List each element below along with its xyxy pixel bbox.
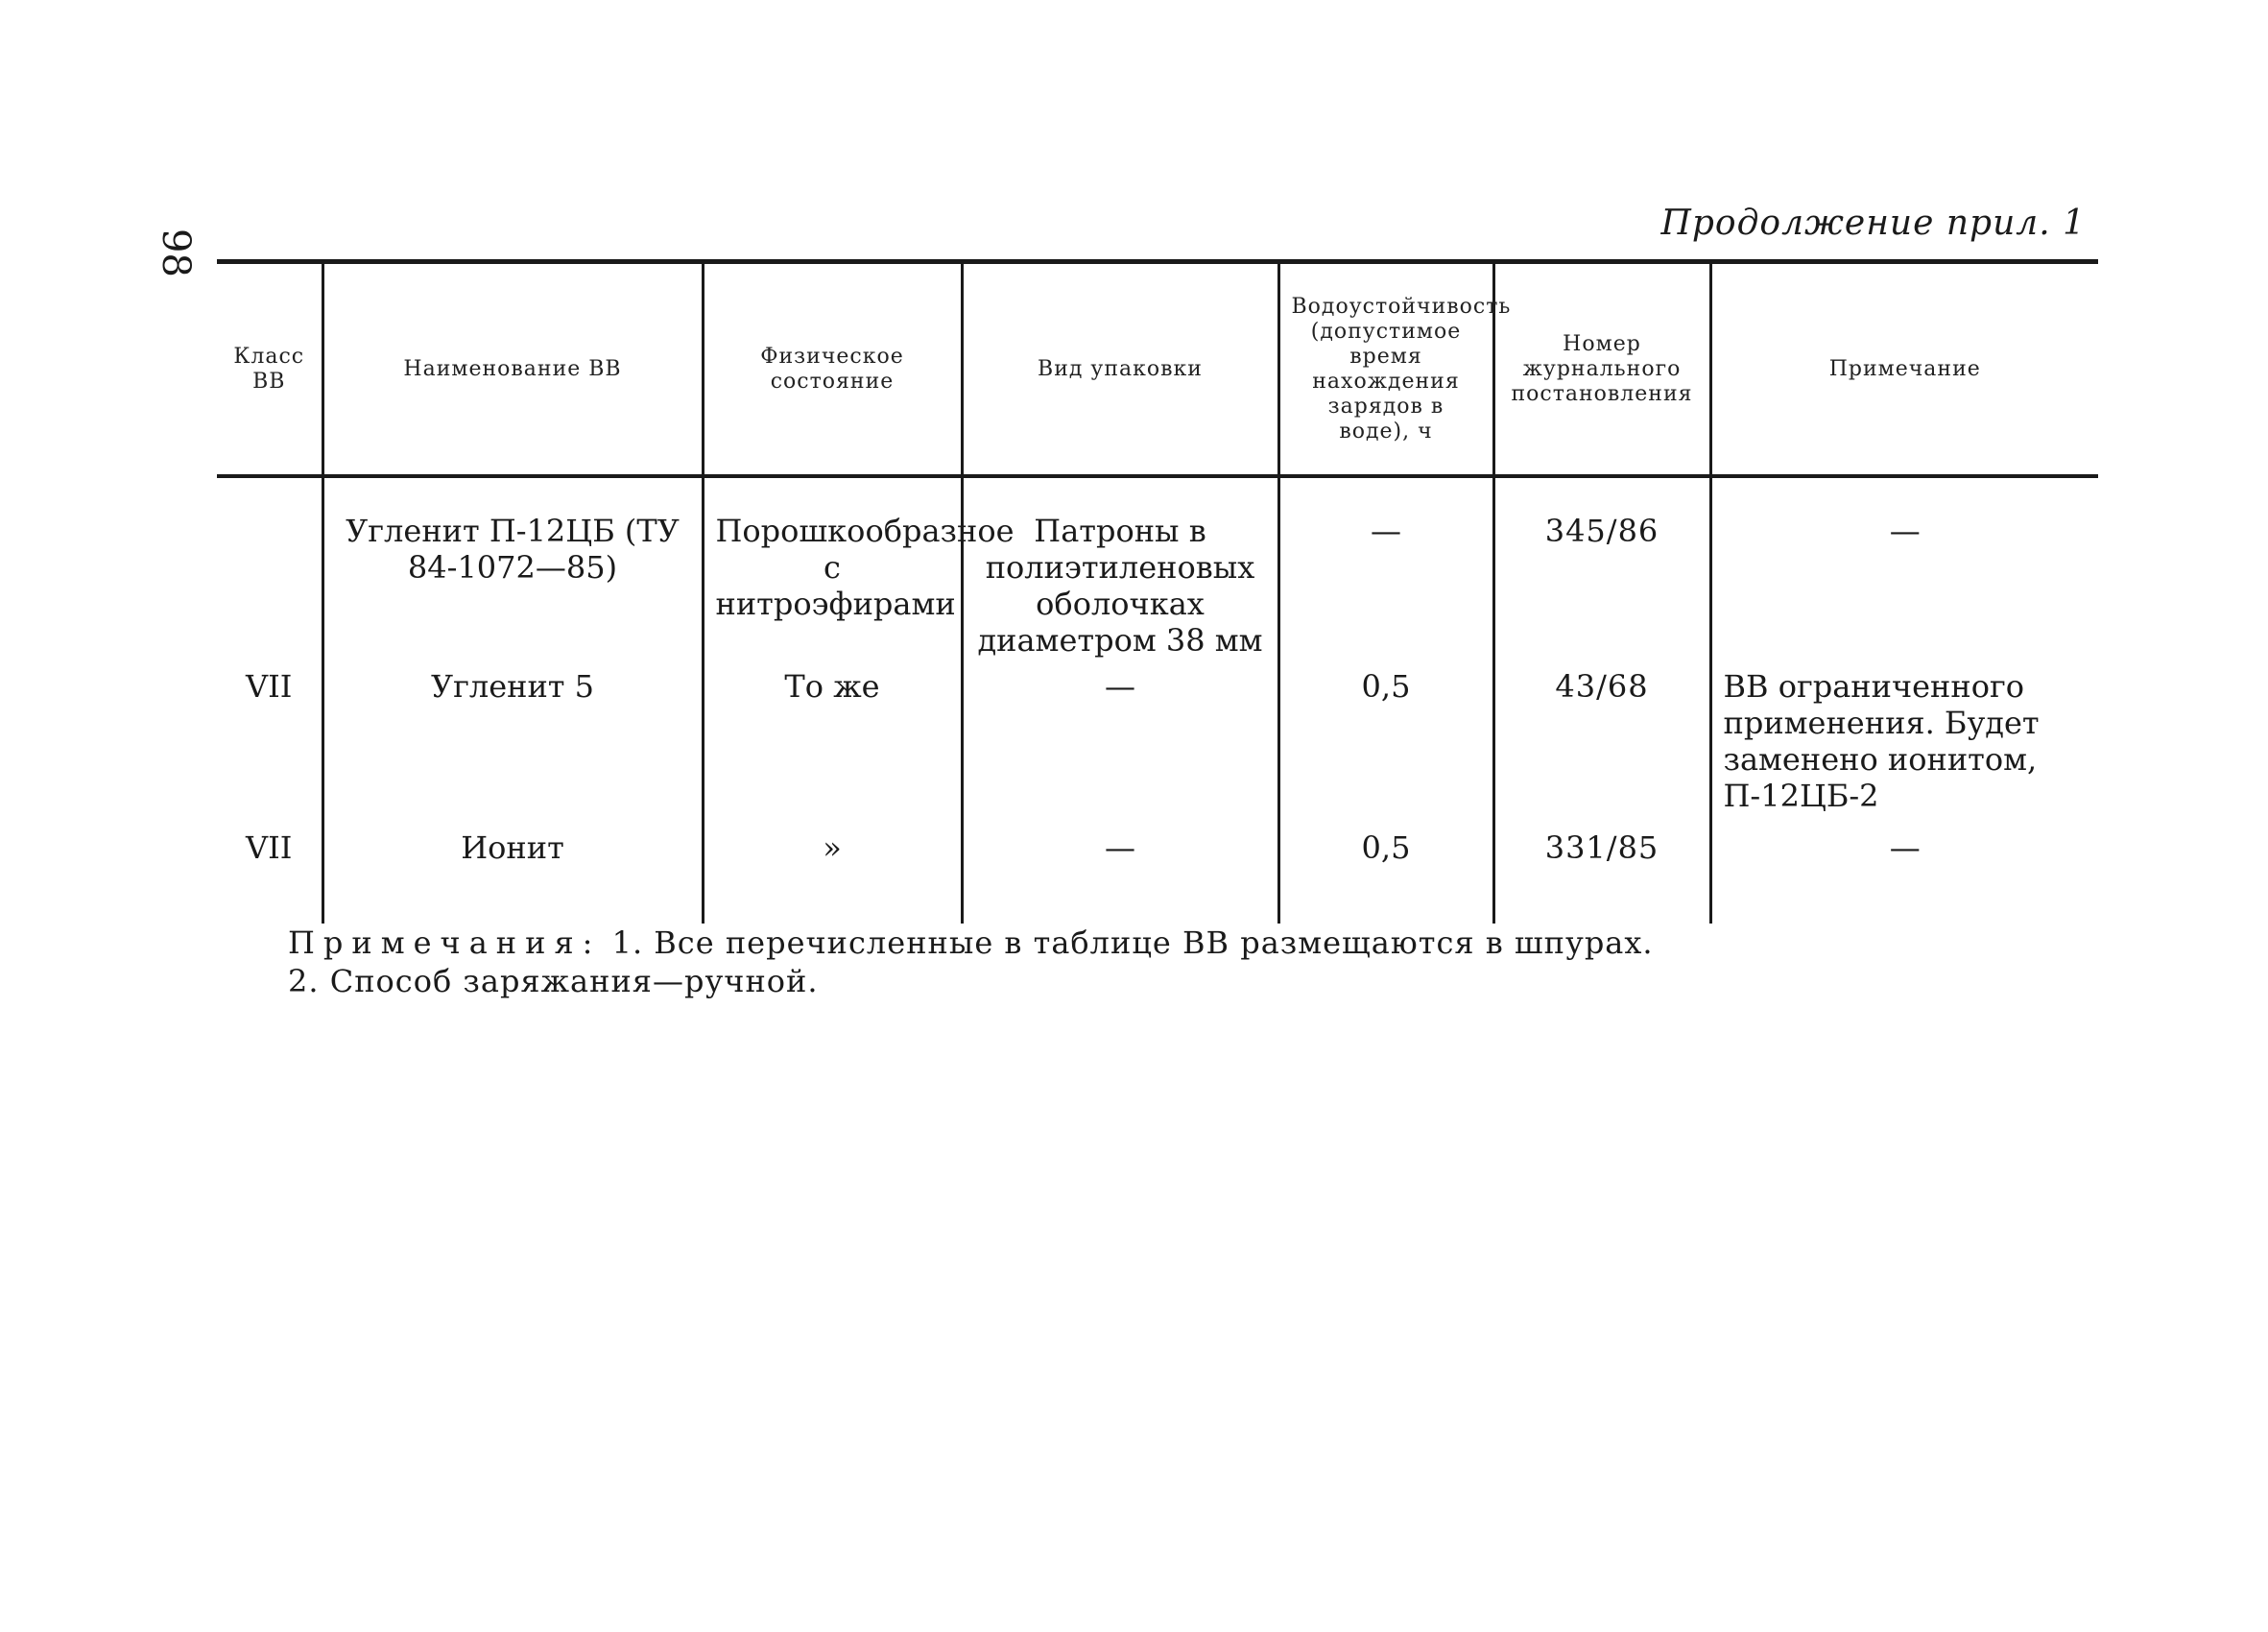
cell-water-resistance: 0,5	[1278, 659, 1493, 814]
cell-water-resistance: —	[1278, 474, 1493, 659]
cell-state: То же	[703, 659, 962, 814]
footnote-item-1: 1. Все перечисленные в таблице ВВ размещаются в шпурах.	[611, 924, 1654, 961]
cell-name: Ионит	[322, 814, 703, 924]
cell-name: Угленит П-12ЦБ (ТУ 84-1072—85)	[322, 474, 703, 659]
table-row	[217, 814, 2098, 924]
cell-resolution: 345/86	[1493, 474, 1710, 659]
header-state: Физическое состояние	[703, 264, 962, 474]
cell-state: Порошкообразное с нитроэфирами	[703, 474, 962, 659]
header-resolution: Номер журнального постановления	[1493, 264, 1710, 474]
cell-state: »	[703, 814, 962, 924]
footnote-line-2	[288, 962, 1654, 1000]
header-packaging: Вид упаковки	[962, 264, 1278, 474]
cell-packaging: —	[962, 814, 1278, 924]
header-note: Примечание	[1710, 264, 2098, 474]
page-number: 98	[154, 228, 198, 277]
cell-packaging: Патроны в полиэтиленовых оболочках диаметром 38 мм	[962, 474, 1278, 659]
header-water-resistance: Водоустойчивость (допустимое время нахождения зарядов в воде), ч	[1278, 264, 1493, 474]
cell-note: ВВ ограниченного применения. Будет заменено ионитом, П-12ЦБ-2	[1710, 659, 2098, 814]
cell-name: Угленит 5	[322, 659, 703, 814]
header-class: Класс ВВ	[233, 344, 305, 394]
cell-class: VII	[246, 829, 293, 866]
cell-resolution: 43/68	[1493, 659, 1710, 814]
cell-class	[217, 474, 322, 659]
cell-note: —	[1710, 474, 2098, 659]
table-row	[217, 659, 2098, 814]
footnote-label: Примечания:	[288, 924, 602, 961]
table-header-row	[217, 264, 2098, 474]
cell-resolution: 331/85	[1493, 814, 1710, 924]
footnote-item-2: 2. Способ заряжания—ручной.	[288, 963, 819, 999]
cell-note: —	[1710, 814, 2098, 924]
cell-water-resistance: 0,5	[1278, 814, 1493, 924]
continuation-caption: Продолжение прил. 1	[1660, 204, 2086, 243]
cell-packaging: —	[962, 659, 1278, 814]
table-row	[217, 474, 2098, 659]
header-name: Наименование ВВ	[322, 264, 703, 474]
explosives-table	[217, 264, 2098, 924]
cell-class: VII	[246, 668, 293, 705]
footnote-line-1	[288, 924, 1654, 962]
table-footnotes	[288, 924, 1654, 1000]
